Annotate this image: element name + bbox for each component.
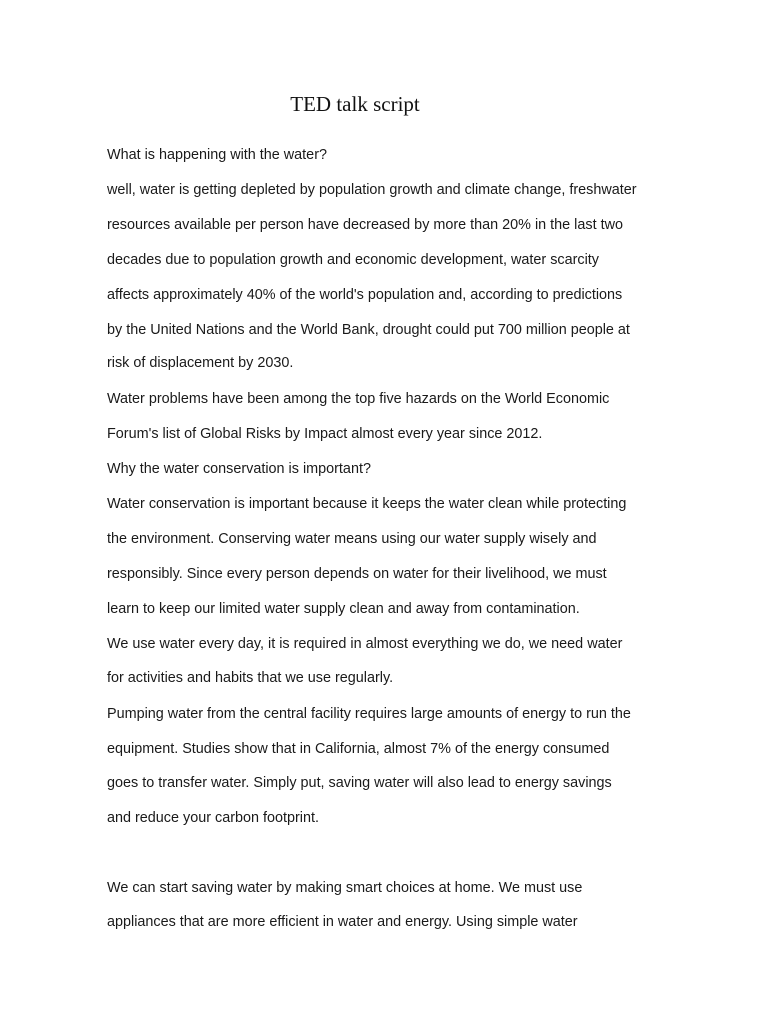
text-line: and reduce your carbon footprint.: [107, 810, 319, 826]
text-line: goes to transfer water. Simply put, saving water will also lead to energy savings: [107, 775, 612, 791]
text-line: Forum's list of Global Risks by Impact almost every year since 2012.: [107, 426, 543, 442]
text-line: well, water is getting depleted by population growth and climate change, freshwater: [107, 182, 637, 198]
document-title: TED talk script: [290, 92, 420, 116]
text-line: equipment. Studies show that in California, almost 7% of the energy consumed: [107, 741, 610, 757]
text-line: affects approximately 40% of the world's population and, according to predictions: [107, 287, 623, 303]
text-line: risk of displacement by 2030.: [107, 355, 294, 371]
text-line: appliances that are more efficient in water and energy. Using simple water: [107, 914, 578, 930]
text-line: What is happening with the water?: [107, 147, 327, 163]
text-line: We can start saving water by making smart choices at home. We must use: [107, 880, 583, 896]
text-line: the environment. Conserving water means using our water supply wisely and: [107, 531, 597, 547]
text-line: resources available per person have decreased by more than 20% in the last two: [107, 217, 623, 233]
text-line: Water conservation is important because it keeps the water clean while protecting: [107, 496, 627, 512]
text-line: decades due to population growth and economic development, water scarcity: [107, 252, 599, 268]
text-line: learn to keep our limited water supply clean and away from contamination.: [107, 601, 580, 617]
text-line: Pumping water from the central facility requires large amounts of energy to run the: [107, 706, 631, 722]
text-line: responsibly. Since every person depends on water for their livelihood, we must: [107, 566, 607, 582]
text-line: Water problems have been among the top five hazards on the World Economic: [107, 391, 610, 407]
text-line: for activities and habits that we use regularly.: [107, 670, 394, 686]
text-line: We use water every day, it is required in almost everything we do, we need water: [107, 636, 623, 652]
text-line: Why the water conservation is important?: [107, 461, 371, 477]
text-line: by the United Nations and the World Bank, drought could put 700 million people at: [107, 322, 630, 338]
